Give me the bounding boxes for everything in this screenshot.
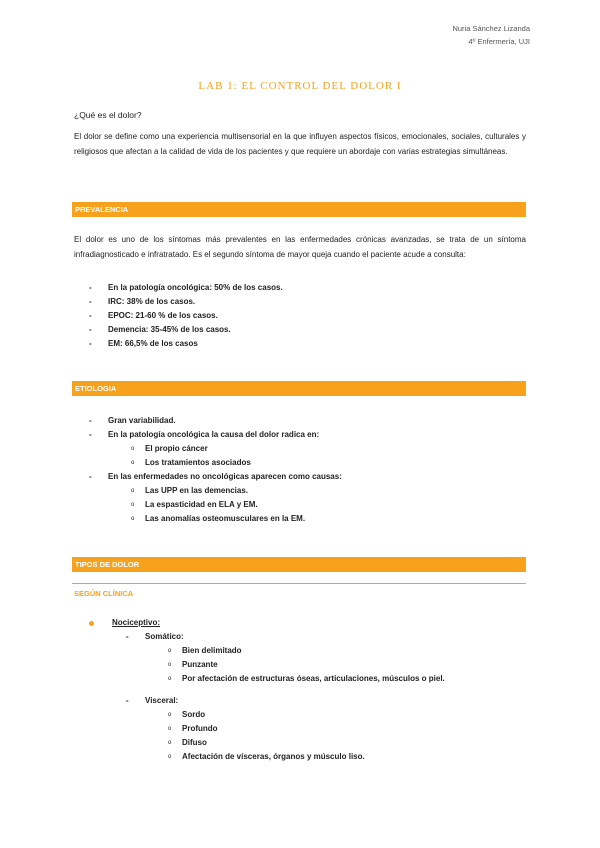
- tipos-list: [112, 616, 160, 630]
- section-heading-tipos: TIPOS DE DOLOR: [72, 557, 526, 572]
- list-item: o Difuso: [168, 738, 207, 747]
- section-heading-etiologia: ETIOLOGIA: [72, 381, 526, 396]
- somatico-sublist: [168, 644, 445, 686]
- list-item: - IRC: 38% de los casos.: [89, 297, 196, 306]
- etiologia-list: [89, 414, 320, 442]
- subheading-segun-clinica: SEGÚN CLÍNICA: [74, 589, 134, 598]
- somatico-list: [126, 630, 184, 644]
- list-item: - En la patología oncológica la causa del dolor radica en:: [89, 430, 320, 439]
- list-item: - En la patología oncológica: 50% de los casos.: [89, 283, 283, 292]
- etiologia-sublist-1: [131, 442, 251, 470]
- list-item: - EPOC: 21-60 % de los casos.: [89, 311, 218, 320]
- document-header: [452, 22, 530, 48]
- etiologia-sublist-2: [131, 484, 306, 526]
- prevalencia-paragraph: El dolor es uno de los síntomas más prevalentes en las enfermedades crónicas avanzadas, se trata de un síntoma infradiagnosticado e infratratado. Es el segundo síntoma de mayor queja cuando el paciente acude a consulta:: [74, 235, 526, 259]
- list-item: - Visceral:: [126, 696, 179, 705]
- list-item: o Afectación de vísceras, órganos y músculo liso.: [168, 752, 365, 761]
- prevalencia-list: [89, 281, 283, 351]
- list-item: - EM: 66,5% de los casos: [89, 339, 198, 348]
- divider: [72, 583, 526, 584]
- list-item: o Los tratamientos asociados: [131, 458, 251, 467]
- list-item: o La espasticidad en ELA y EM.: [131, 500, 258, 509]
- bullet-icon: [89, 621, 94, 626]
- list-item: - Demencia: 35-45% de los casos.: [89, 325, 231, 334]
- list-item: o El propio cáncer: [131, 444, 208, 453]
- list-item: o Las anomalías osteomusculares en la EM.: [131, 514, 306, 523]
- intro-paragraph: El dolor se define como una experiencia multisensorial en la que influyen aspectos físicos, emocionales, sociales, culturales y religiosos que afectan a la calidad de vida de los pacientes y que requiere un abordaje con varias estrategias simultáneas.: [74, 132, 526, 156]
- course-name: 4º Enfermería, UJI: [468, 37, 530, 46]
- list-item: o Por afectación de estructuras óseas, articulaciones, músculos o piel.: [168, 674, 445, 683]
- list-item: - Somático:: [126, 632, 184, 641]
- list-item: - En las enfermedades no oncológicas aparecen como causas:: [89, 472, 342, 481]
- page-title: LAB 1: EL CONTROL DEL DOLOR I: [198, 80, 402, 92]
- intro-question: ¿Qué es el dolor?: [74, 110, 142, 120]
- visceral-sublist: [168, 708, 365, 764]
- list-item: Nociceptivo:: [112, 616, 160, 630]
- list-item: o Punzante: [168, 660, 218, 669]
- section-heading-prevalencia: PREVALENCIA: [72, 202, 526, 217]
- list-item: o Profundo: [168, 724, 218, 733]
- visceral-list: [126, 694, 179, 708]
- list-item: o Sordo: [168, 710, 206, 719]
- etiologia-list-2: [89, 470, 342, 484]
- list-item: - Gran variabilidad.: [89, 416, 176, 425]
- author-name: Nuria Sánchez Lizanda: [452, 24, 530, 33]
- list-item: o Las UPP en las demencias.: [131, 486, 249, 495]
- list-item: o Bien delimitado: [168, 646, 242, 655]
